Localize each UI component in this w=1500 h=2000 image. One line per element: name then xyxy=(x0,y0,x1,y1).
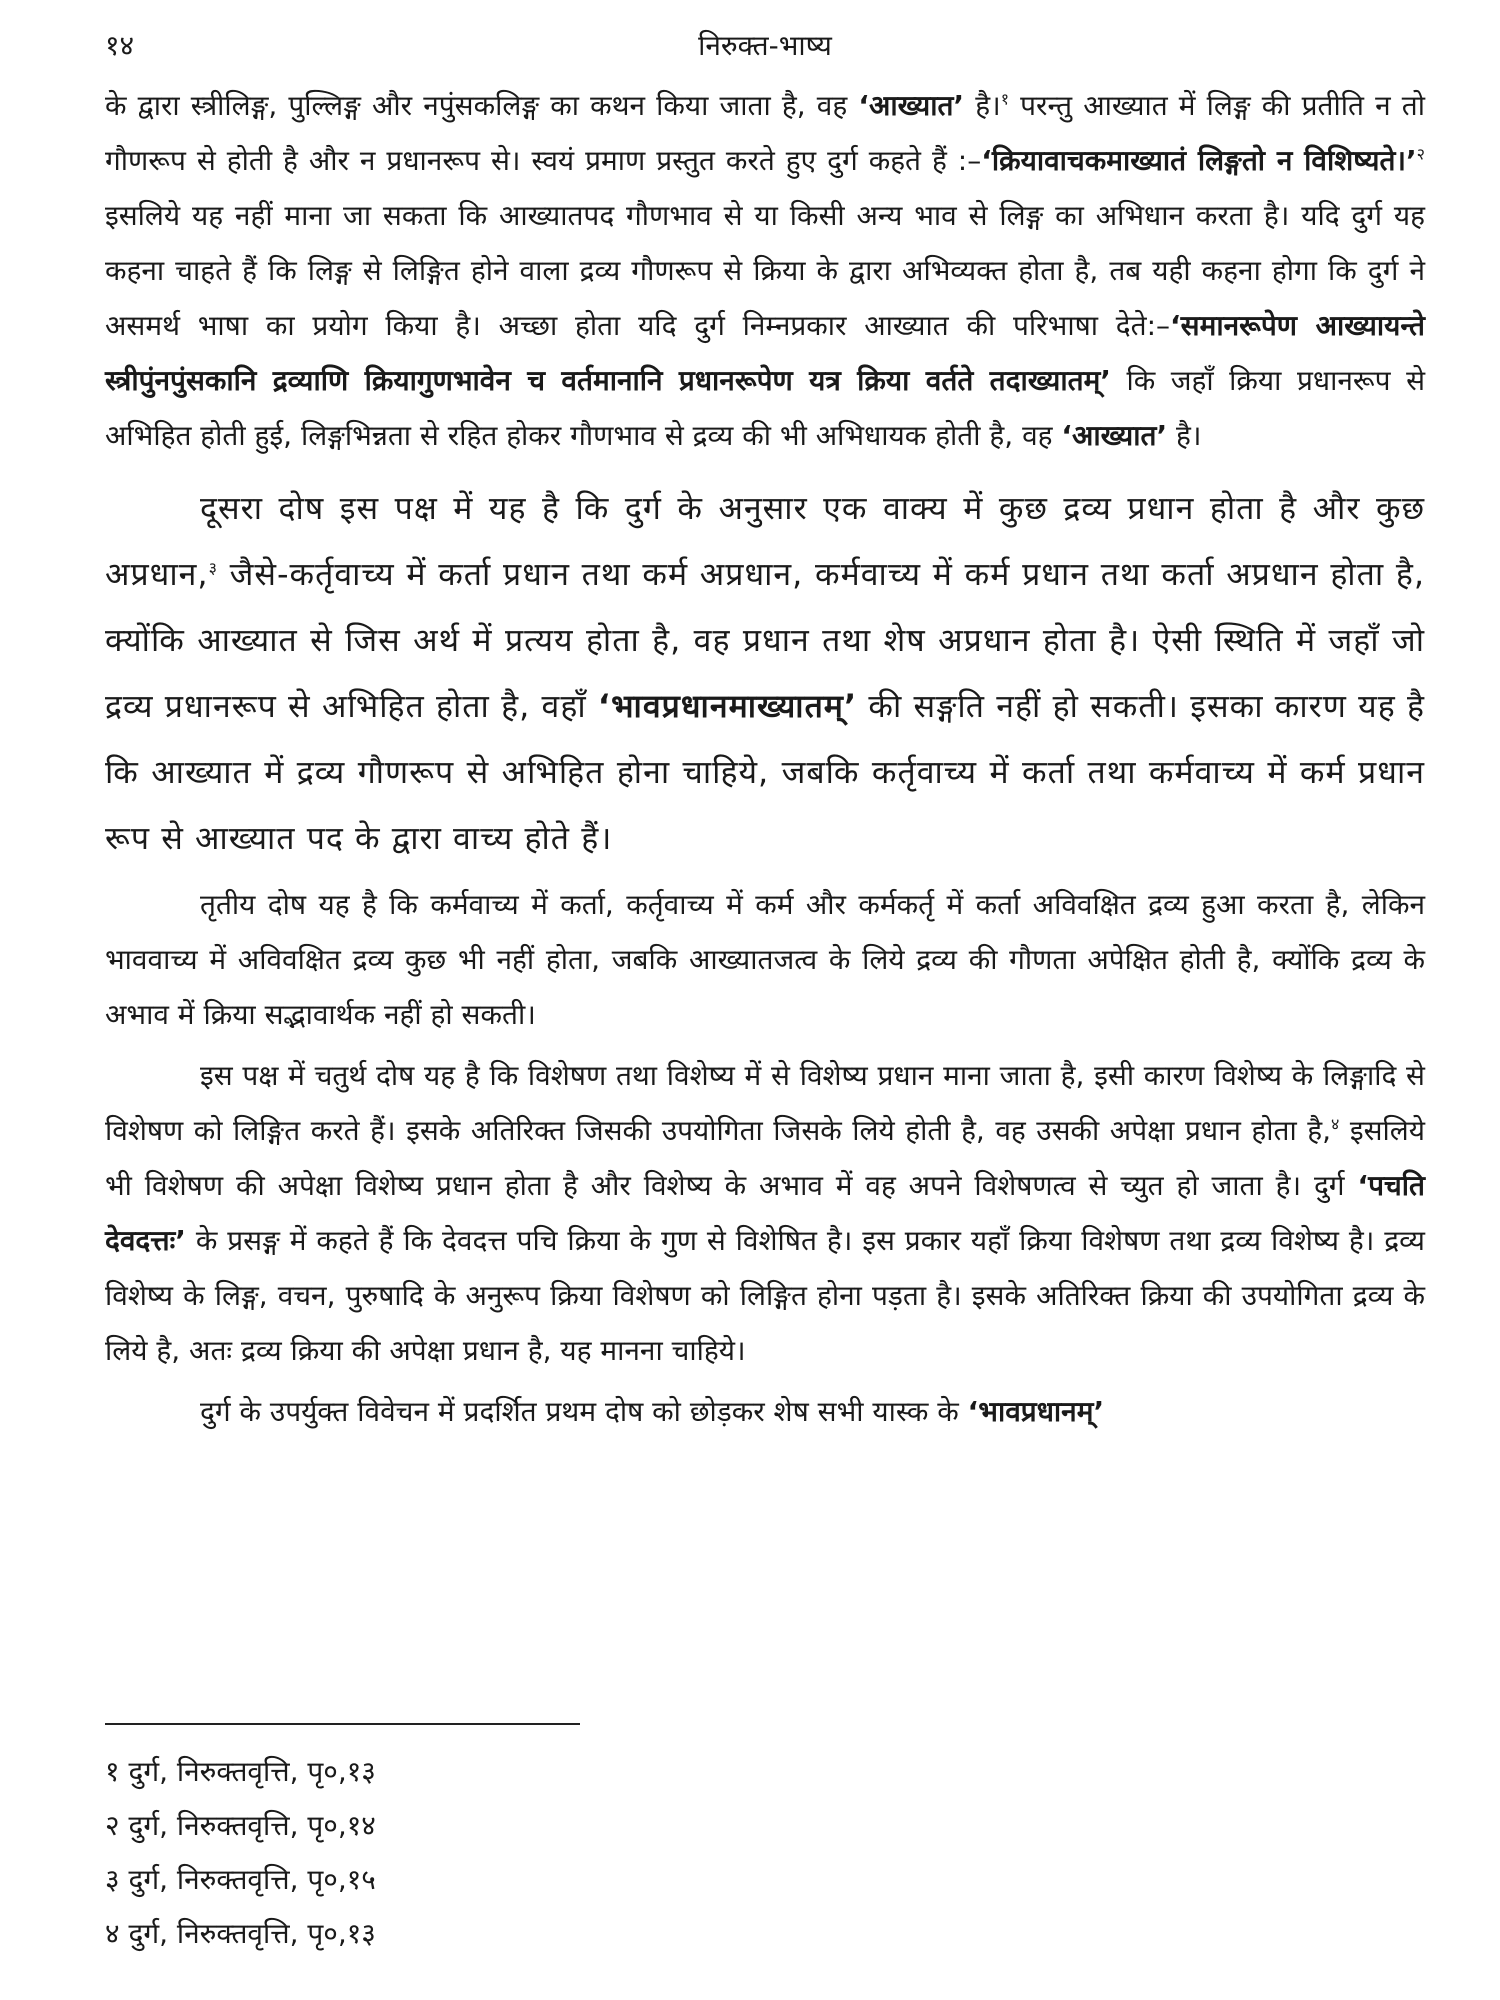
text-run: दूसरा दोष इस पक्ष में यह है कि दुर्ग के अनुसार एक वाक्य में कुछ द्रव्य प्रधान होता है और कुछ अप्रधान, xyxy=(105,489,1425,593)
footnotes xyxy=(105,1745,376,1961)
page-number: १४ xyxy=(105,29,135,62)
text-run: है। xyxy=(964,89,1001,122)
bold-term: ‘भावप्रधानम्’ xyxy=(967,1395,1105,1428)
paragraph-1 xyxy=(105,78,1425,463)
text-run: इसलिये यह नहीं माना जा सकता कि आख्यातपद गौणभाव से या किसी अन्य भाव से लिङ्ग का अभिधान करता है। यदि दुर्ग यह कहना चाहते हैं कि लिङ्ग से लिङ्गित होने वाला द्रव्य गौणरूप से क्रिया के द्वारा अभिव्यक्त होता है, तब यही कहना होगा कि दुर्ग ने असमर्थ भाषा का प्रयोग किया है। अच्छा होता यदि दुर्ग निम्नप्रकार आख्यात की परिभाषा देते:– xyxy=(105,199,1425,342)
running-title: निरुक्त-भाष्य xyxy=(698,29,832,62)
text-run: के प्रसङ्ग में कहते हैं कि देवदत्त पचि क्रिया के गुण से विशेषित है। इस प्रकार यहाँ क्रिया विशेषण तथा द्रव्य विशेष्य है। द्रव्य विशेष्य के लिङ्ग, वचन, पुरुषादि के अनुरूप क्रिया विशेषण को लिङ्गित होना पड़ता है। इसके अतिरिक्त क्रिया की उपयोगिता द्रव्य के लिये है, अतः द्रव्य क्रिया की अपेक्षा प्रधान है, यह मानना चाहिये। xyxy=(105,1224,1425,1367)
bold-quote: ‘समानरूपेण आख्यायन्ते स्त्रीपुंनपुंसकानि द्रव्याणि क्रियागुणभावेन च वर्तमानानि प्रधानरूपेण यत्र क्रिया वर्तते तदाख्यातम्’ xyxy=(105,309,1425,397)
text-run: परन्तु आख्यात में लिङ्ग की प्रतीति न तो गौणरूप से होती है और न प्रधानरूप से। स्वयं प्रमाण प्रस्तुत करते हुए दुर्ग कहते हैं :– xyxy=(105,89,1425,177)
bold-quote: ‘क्रियावाचकमाख्यातं लिङ्गतो न विशिष्यते।’ xyxy=(981,144,1417,177)
text-run: के द्वारा स्त्रीलिङ्ग, पुल्लिङ्ग और नपुंसकलिङ्ग का कथन किया जाता है, वह xyxy=(105,89,859,122)
text-run: है। xyxy=(1167,419,1202,452)
text-run: की सङ्गति नहीं हो सकती। इसका कारण यह है कि आख्यात में द्रव्य गौणरूप से अभिहित होना चाहिये, जबकि कर्तृवाच्य में कर्ता तथा कर्मवाच्य में कर्म प्रधान रूप से आख्यात पद के द्वारा वाच्य होते हैं। xyxy=(105,687,1425,857)
footnote-ref: १ xyxy=(1000,89,1010,109)
footnote-2: २ दुर्ग, निरुक्तवृत्ति, पृ०,१४ xyxy=(105,1809,376,1842)
page-header xyxy=(105,26,1425,66)
footnote-ref: ४ xyxy=(1331,1114,1340,1134)
footnote-ref: २ xyxy=(1416,144,1425,164)
footnote-divider xyxy=(105,1723,580,1725)
bold-term: ‘पचति देवदत्तः’ xyxy=(105,1169,1425,1257)
paragraph-3: तृतीय दोष यह है कि कर्मवाच्य में कर्ता, कर्तृवाच्य में कर्म और कर्मकर्तृ में कर्ता अविवक्षित द्रव्य हुआ करता है, लेकिन भाववाच्य में अविवक्षित द्रव्य कुछ भी नहीं होता, जबकि आख्यातजत्व के लिये द्रव्य की गौणता अपेक्षित होती है, क्योंकि द्रव्य के अभाव में क्रिया सद्भावार्थक नहीं हो सकती। xyxy=(105,888,1425,1031)
text-run: इस पक्ष में चतुर्थ दोष यह है कि विशेषण तथा विशेष्य में से विशेष्य प्रधान माना जाता है, इसी कारण विशेष्य के लिङ्गादि से विशेषण को लिङ्गित करते हैं। इसके अतिरिक्त जिसकी उपयोगिता जिसके लिये होती है, वह उसकी अपेक्षा प्रधान होता है, xyxy=(105,1059,1425,1147)
text-run: कि जहाँ क्रिया प्रधानरूप से अभिहित होती हुई, लिङ्गभिन्नता से रहित होकर गौणभाव से द्रव्य की भी अभिधायक होती है, वह xyxy=(105,364,1425,452)
text-run: दुर्ग के उपर्युक्त विवेचन में प्रदर्शित प्रथम दोष को छोड़कर शेष सभी यास्क के xyxy=(200,1395,968,1428)
footnote-4: ४ दुर्ग, निरुक्तवृत्ति, पृ०,१३ xyxy=(105,1917,376,1950)
paragraph-4 xyxy=(105,1048,1425,1378)
bold-term: ‘आख्यात’ xyxy=(858,89,965,122)
text-run: जैसे-कर्तृवाच्य में कर्ता प्रधान तथा कर्म अप्रधान, कर्मवाच्य में कर्म प्रधान तथा कर्ता अप्रधान होता है, क्योंकि आख्यात से जिस अर्थ में प्रत्यय होता है, वह प्रधान तथा शेष अप्रधान होता है। ऐसी स्थिति में जहाँ जो द्रव्य प्रधानरूप से अभिहित होता है, वहाँ xyxy=(105,555,1425,725)
text-run: इसलिये भी विशेषण की अपेक्षा विशेष्य प्रधान होता है और विशेष्य के अभाव में वह अपने विशेषणत्व से च्युत हो जाता है। दुर्ग xyxy=(105,1114,1425,1202)
bold-term: ‘आख्यात’ xyxy=(1061,419,1168,452)
bold-term: ‘भावप्रधानमाख्यातम्’ xyxy=(597,687,858,725)
footnote-3: ३ दुर्ग, निरुक्तवृत्ति, पृ०,१५ xyxy=(105,1863,376,1896)
footnote-1: १ दुर्ग, निरुक्तवृत्ति, पृ०,१३ xyxy=(105,1755,376,1788)
footnote-ref: ३ xyxy=(208,558,218,578)
main-text xyxy=(105,78,1425,1439)
paragraph-5 xyxy=(105,1384,1425,1439)
paragraph-2 xyxy=(105,475,1425,871)
